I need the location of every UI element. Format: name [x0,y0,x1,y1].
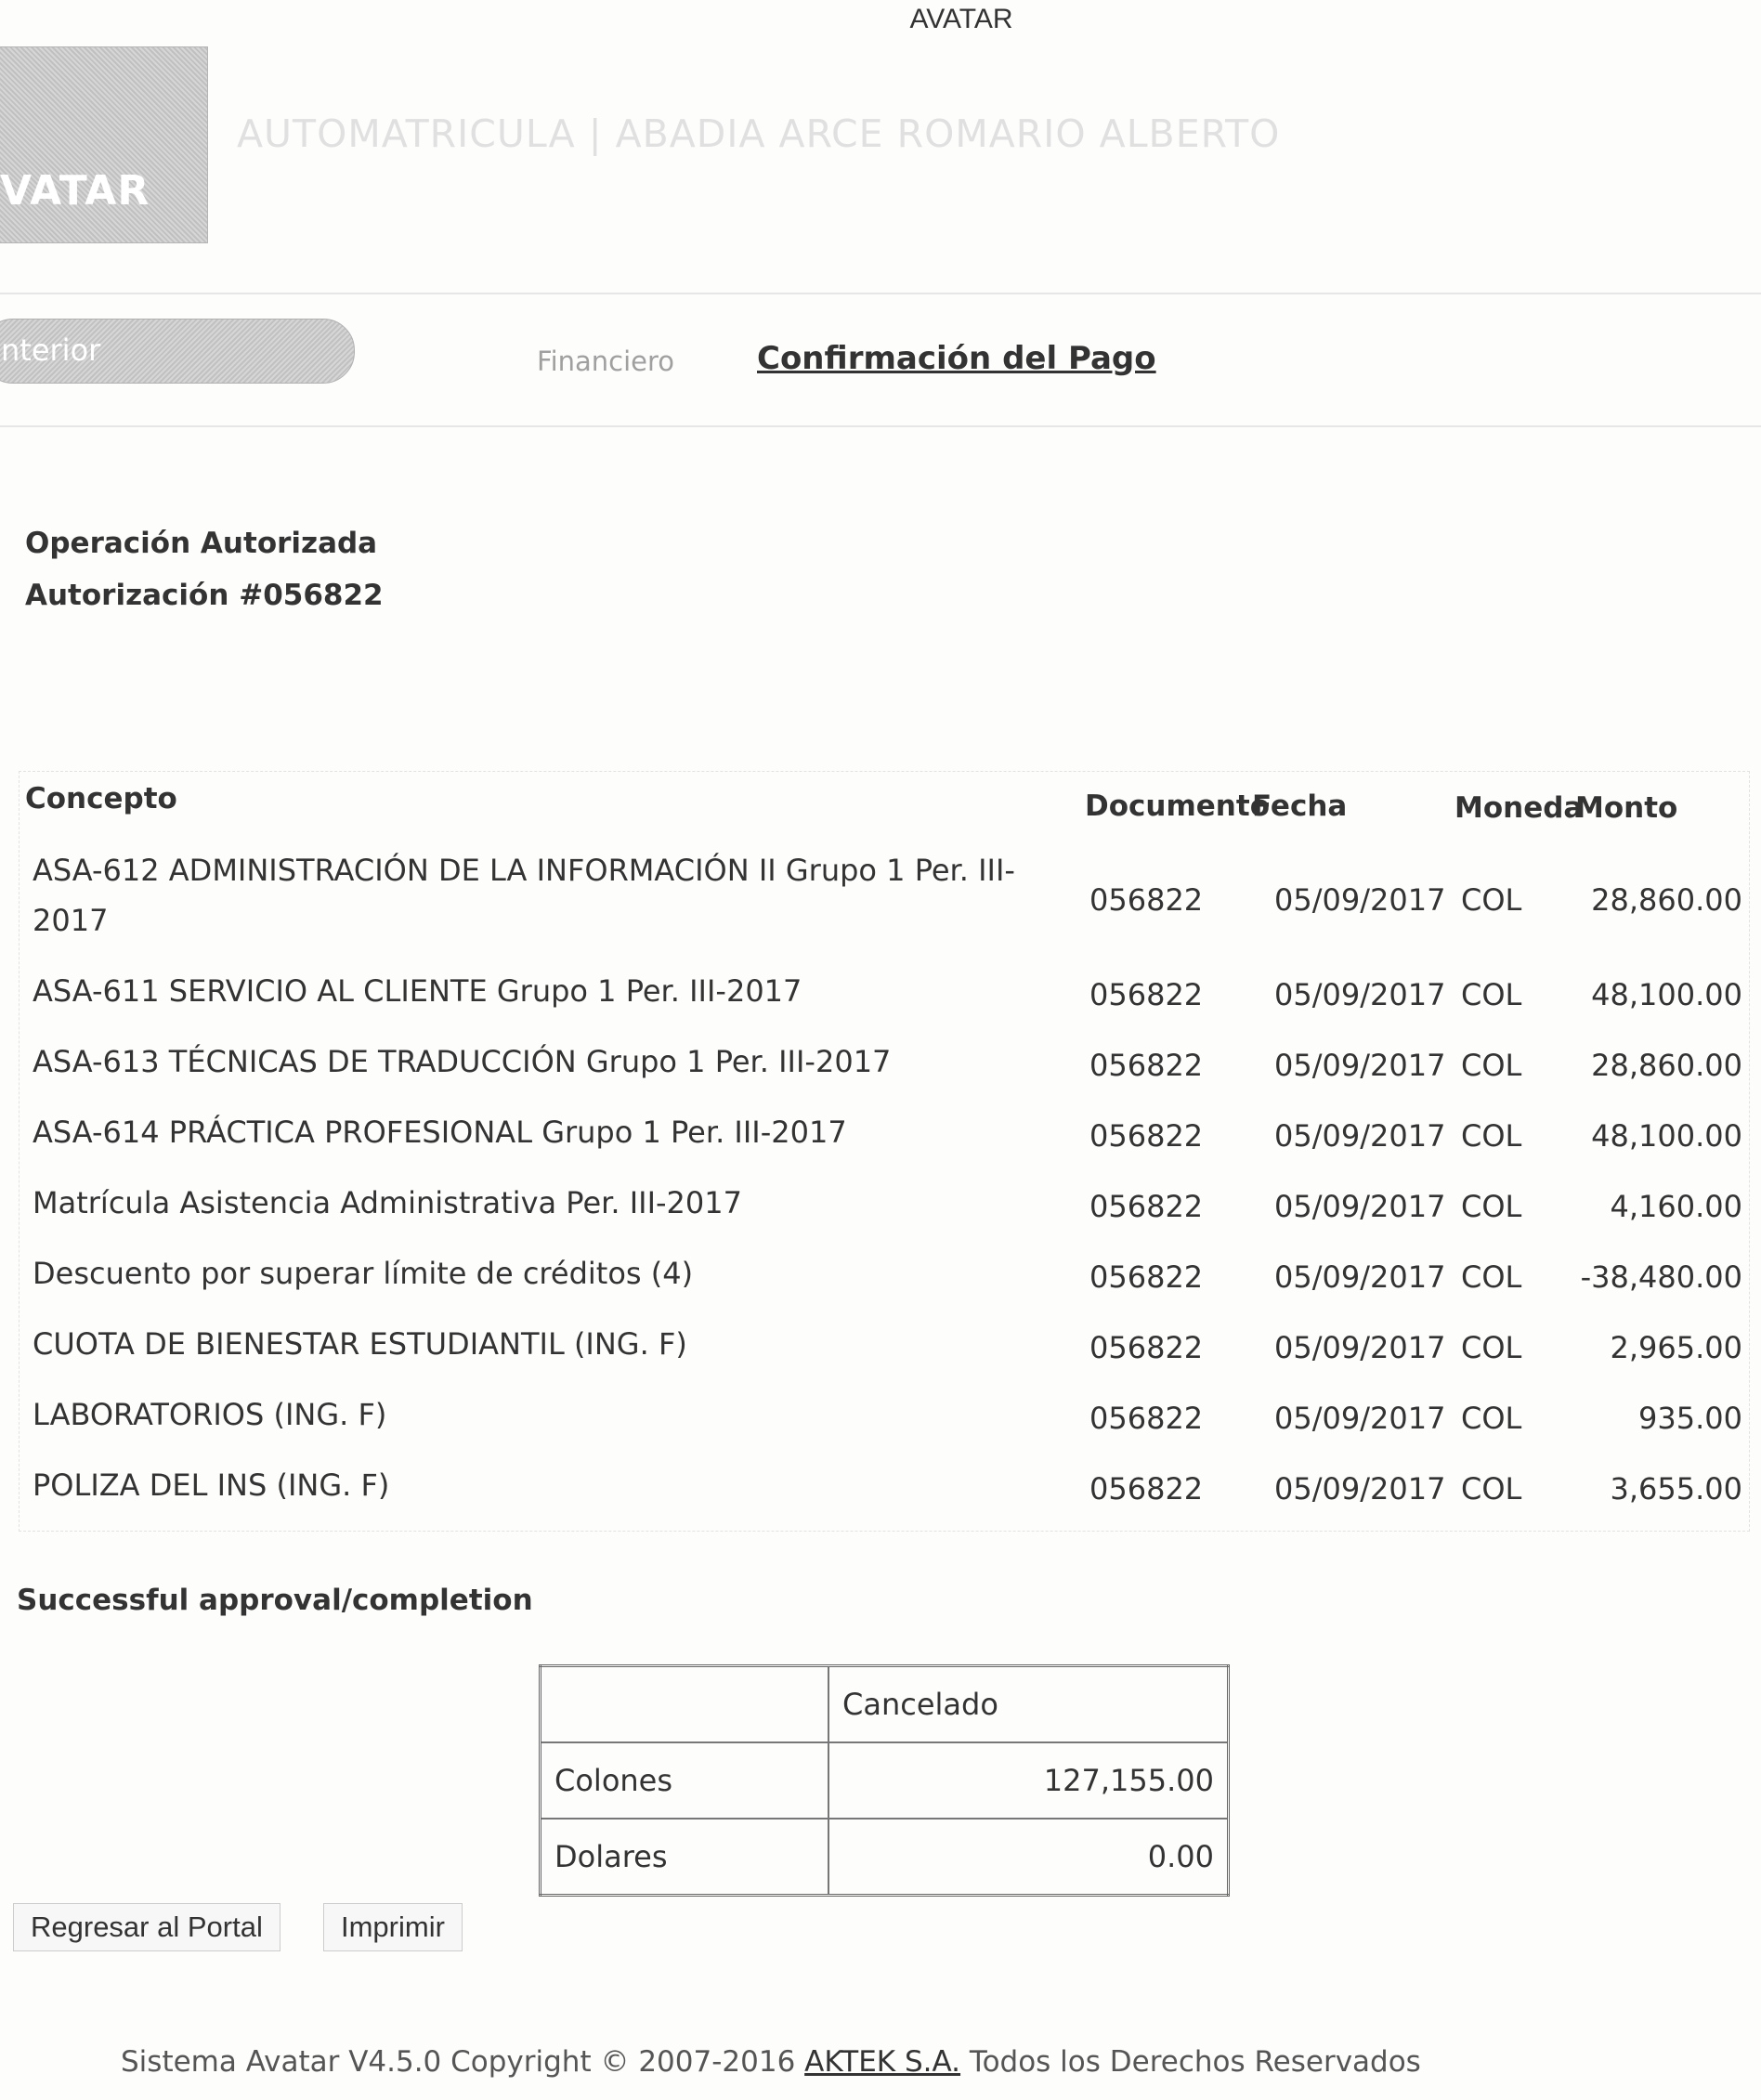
footer-text: Sistema Avatar V4.5.0 Copyright © 2007-2016 [121,2045,805,2079]
footer-text-rights: Todos los Derechos Reservados [960,2045,1421,2079]
row-documento: 056822 [1089,882,1204,918]
back-button-label: nterior [1,333,101,368]
row-fecha: 05/09/2017 [1274,1401,1446,1436]
row-monto: 3,655.00 [1610,1471,1742,1507]
row-concepto: Matrícula Asistencia Administrativa Per. III-2017 [33,1185,742,1220]
footer-copyright [121,2045,1421,2079]
row-fecha: 05/09/2017 [1274,1330,1446,1365]
summary-header-cancelado: Cancelado [828,1666,1229,1743]
row-monto: 28,860.00 [1591,882,1742,918]
row-monto: 28,860.00 [1591,1048,1742,1083]
row-fecha: 05/09/2017 [1274,882,1446,918]
row-concepto: Descuento por superar límite de créditos (4) [33,1256,694,1291]
operation-status: Operación Autorizada [25,527,378,560]
breadcrumb-financiero[interactable]: Financiero [537,346,675,377]
print-button[interactable]: Imprimir [323,1903,463,1951]
row-documento: 056822 [1089,1401,1204,1436]
logo-text: VATAR [0,167,150,215]
row-moneda: COL [1461,1401,1522,1436]
row-monto: 2,965.00 [1610,1330,1742,1365]
row-moneda: COL [1461,1189,1522,1224]
row-concepto: ASA-614 PRÁCTICA PROFESIONAL Grupo 1 Per. III-2017 [33,1115,847,1150]
row-fecha: 05/09/2017 [1274,977,1446,1012]
row-documento: 056822 [1089,1259,1204,1295]
page-header-title: AUTOMATRICULA | ABADIA ARCE ROMARIO ALBERTO [237,111,1281,156]
summary-empty-cell [541,1666,829,1743]
row-concepto: ASA-611 SERVICIO AL CLIENTE Grupo 1 Per. III-2017 [33,973,802,1009]
summary-label-dolares: Dolares [541,1819,829,1896]
row-documento: 056822 [1089,1118,1204,1154]
row-moneda: COL [1461,882,1522,918]
row-moneda: COL [1461,1330,1522,1365]
breadcrumb-current-step: Confirmación del Pago [757,340,1156,377]
row-monto: 4,160.00 [1610,1189,1742,1224]
approval-message: Successful approval/completion [17,1584,533,1617]
footer-aktek-link[interactable]: AKTEK S.A. [804,2045,961,2079]
row-documento: 056822 [1089,1330,1204,1365]
summary-header-row [541,1666,1229,1743]
row-documento: 056822 [1089,977,1204,1012]
row-moneda: COL [1461,977,1522,1012]
row-monto: 935.00 [1638,1401,1742,1436]
authorization-number: Autorización #056822 [25,579,384,612]
site-title: AVATAR [909,4,1013,34]
summary-value-dolares: 0.00 [828,1819,1229,1896]
row-documento: 056822 [1089,1189,1204,1224]
summary-value-colones: 127,155.00 [828,1742,1229,1819]
header-concepto: Concepto [25,782,177,815]
row-moneda: COL [1461,1048,1522,1083]
row-documento: 056822 [1089,1048,1204,1083]
row-concepto: POLIZA DEL INS (ING. F) [33,1467,390,1503]
summary-row-colones [541,1742,1229,1819]
nav-divider [0,425,1761,427]
row-monto: -38,480.00 [1580,1259,1742,1295]
row-concepto: LABORATORIOS (ING. F) [33,1397,387,1432]
row-concepto: ASA-613 TÉCNICAS DE TRADUCCIÓN Grupo 1 Per. III-2017 [33,1044,892,1079]
return-to-portal-button[interactable]: Regresar al Portal [13,1903,280,1951]
header-monto: Monto [1575,791,1678,825]
row-documento: 056822 [1089,1471,1204,1507]
header-divider [0,293,1761,294]
row-fecha: 05/09/2017 [1274,1471,1446,1507]
row-concepto: ASA-612 ADMINISTRACIÓN DE LA INFORMACIÓN II Grupo 1 Per. III-2017 [33,853,1015,938]
header-moneda: Moneda [1454,791,1584,825]
row-fecha: 05/09/2017 [1274,1118,1446,1154]
header-fecha: Fecha [1252,789,1348,823]
summary-row-dolares [541,1819,1229,1896]
row-moneda: COL [1461,1259,1522,1295]
back-button[interactable] [0,319,355,384]
row-monto: 48,100.00 [1591,977,1742,1012]
summary-table [539,1664,1230,1897]
row-fecha: 05/09/2017 [1274,1259,1446,1295]
row-moneda: COL [1461,1118,1522,1154]
header-documento: Documento [1085,789,1270,823]
row-fecha: 05/09/2017 [1274,1189,1446,1224]
row-fecha: 05/09/2017 [1274,1048,1446,1083]
row-concepto: CUOTA DE BIENESTAR ESTUDIANTIL (ING. F) [33,1326,687,1362]
summary-label-colones: Colones [541,1742,829,1819]
row-monto: 48,100.00 [1591,1118,1742,1154]
row-moneda: COL [1461,1471,1522,1507]
